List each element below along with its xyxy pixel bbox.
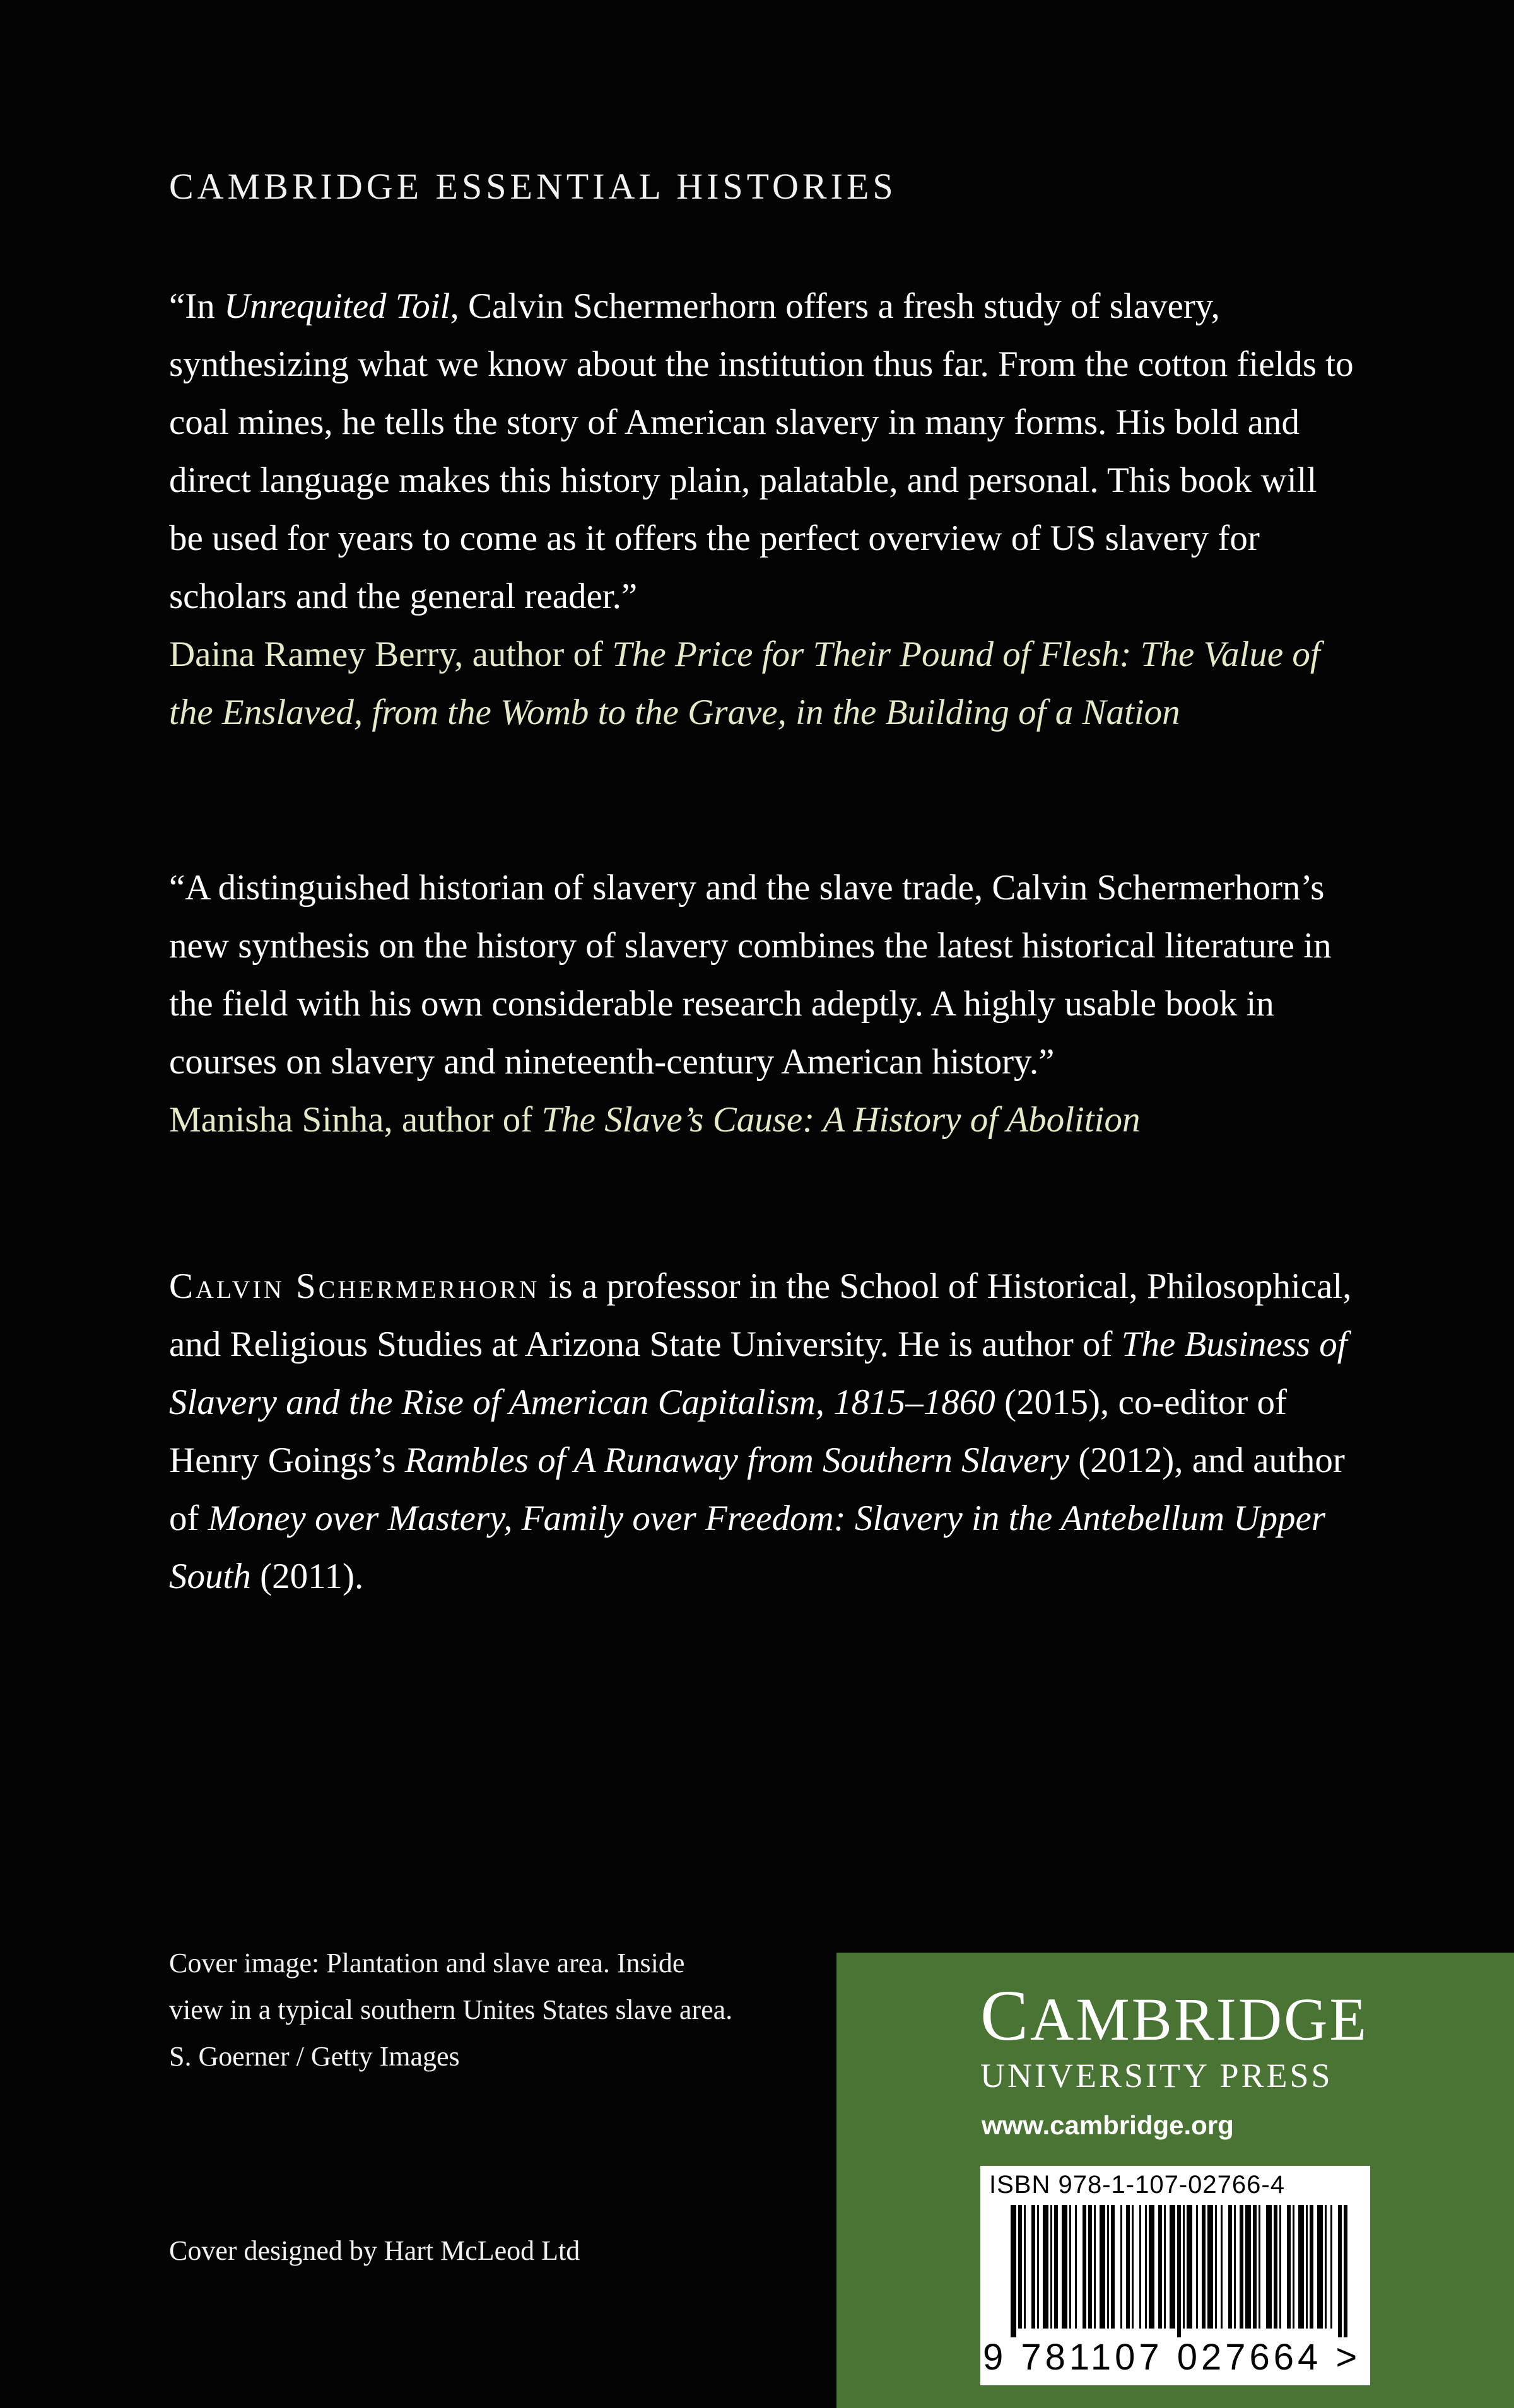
cover-image-line-2: view in a typical southern Unites States slave area. [169,1994,733,2025]
barcode-bar [1132,2205,1134,2329]
barcode-bar [1069,2205,1071,2329]
publisher-name [980,1974,1368,2057]
bio-text-4: (2011). [250,1557,364,1596]
barcode-bar [1228,2205,1232,2329]
publisher-url: www.cambridge.org [982,2110,1234,2140]
barcode-bar [1245,2205,1251,2329]
author-bio-text [169,1258,1355,1606]
publisher-panel [836,1953,1514,2408]
barcode-bar [1088,2205,1092,2329]
bio-book-1: The Business of Slavery and the Rise of American Capitalism, 1815–1860 [169,1324,1347,1422]
barcode-bar [1183,2205,1185,2329]
barcode-bar [1062,2205,1067,2329]
barcode-bar [1024,2205,1026,2329]
barcode-bar [1266,2205,1272,2329]
blurb-1-quote-open: “In [169,286,225,326]
blurb-2-credit-author: Manisha Sinha, author of [169,1100,542,1140]
barcode-bar [1344,2205,1347,2337]
author-bio [169,1258,1355,1606]
barcode-bar [1317,2205,1323,2329]
barcode-bar [1107,2205,1109,2329]
blurb-1-quote-rest: , Calvin Schermerhorn offers a fresh study of slavery, synthesizing what we know about the institution thus far. From the cotton fields to coal mines, he tells the story of American slavery in many forms. His bold and direct language makes this history plain, palatable, and personal. This book will be used for years to come as it offers the perfect overview of US slavery for scholars and the general reader.” [169,286,1354,616]
barcode-bar [1177,2205,1181,2337]
barcode-bar [1170,2205,1175,2329]
barcode-bar [1207,2205,1213,2329]
blurb-1-book-title: Unrequited Toil [224,286,450,326]
publisher-name-initial: C [980,1975,1031,2055]
barcode-bar [1215,2205,1217,2329]
barcode-bar [1158,2205,1162,2329]
barcode-bar [1083,2205,1086,2329]
barcode-bar [1145,2205,1147,2329]
barcode-bar [1293,2205,1294,2329]
barcode-bar [1011,2205,1016,2337]
barcode-bar [1253,2205,1257,2329]
bio-text-1: is a professor in the School of Historical, Philosophical, and Religious Studies at Arizona State University. He is author of [169,1266,1352,1364]
barcode-bar [1234,2205,1236,2329]
barcode-bar [1325,2205,1327,2329]
barcode-bar [1202,2205,1206,2329]
barcode-bar [1298,2205,1304,2329]
blurb-1-credit [169,626,1355,742]
barcode-bar [1330,2205,1332,2329]
barcode-bar [1310,2205,1313,2329]
barcode-bar [1100,2205,1105,2329]
barcode-bar [1338,2205,1342,2337]
bio-text-2: (2015), co-editor of Henry Goings’s [169,1382,1287,1480]
barcode-bar [1306,2205,1308,2329]
author-name: Calvin Schermerhorn [169,1266,540,1306]
blurb-1-quote [169,278,1355,626]
barcode-bar [1149,2205,1154,2329]
barcode-bar [1221,2205,1223,2329]
barcode-bar [1037,2205,1039,2329]
barcode-box [980,2166,1370,2385]
cover-image-line-3: S. Goerner / Getty Images [169,2041,460,2072]
barcode-bar [1287,2205,1291,2329]
blurb-1 [169,278,1355,742]
barcode-bar [1050,2205,1052,2329]
barcode-bar [1279,2205,1281,2329]
blurb-1-credit-title: The Price for Their Pound of Flesh: The Value of the Enslaved, from the Womb to the Grave, in the Building of a Nation [169,634,1320,732]
bio-book-2: Rambles of A Runaway from Southern Slavery [404,1441,1069,1480]
barcode-bar [1164,2205,1166,2329]
barcode-bar [1043,2205,1048,2329]
series-title: CAMBRIDGE ESSENTIAL HISTORIES [169,166,897,207]
ean-digits: 9 781107 027664 > [983,2337,1361,2378]
barcode-bar [1111,2205,1115,2329]
publisher-press: UNIVERSITY PRESS [980,2057,1333,2095]
barcode-bar [1240,2205,1243,2329]
blurb-2-quote: “A distinguished historian of slavery and the slave trade, Calvin Schermerhorn’s new synthesis on the history of slavery combines the latest historical literature in the field with his own considerable research adeptly. A highly usable book in courses on slavery and nineteenth-century American history.” [169,868,1332,1082]
barcode-bar [1187,2205,1192,2329]
barcode-bar [1094,2205,1096,2329]
bio-book-3: Money over Mastery, Family over Freedom: Slavery in the Antebellum Upper South [169,1499,1325,1596]
barcode-bar [1018,2205,1022,2329]
blurb-1-credit-author: Daina Ramey Berry, author of [169,634,613,674]
barcode-bar [1259,2205,1260,2329]
barcode-bar [1126,2205,1130,2329]
barcode-graphic [985,2205,1365,2337]
isbn-label: ISBN 978-1-107-02766-4 [989,2171,1285,2199]
barcode-bar [1139,2205,1141,2329]
bio-text-3: (2012), and author of [169,1441,1345,1538]
publisher-name-rest: AMBRIDGE [1030,1985,1369,2053]
blurb-2-credit-title: The Slave’s Cause: A History of Abolition [541,1100,1141,1140]
barcode-bar [1120,2205,1122,2329]
blurb-2-credit [169,1091,1355,1149]
barcode-bar [1054,2205,1058,2329]
blurb-2 [169,859,1355,1149]
cover-image-line-1: Cover image: Plantation and slave area. Inside [169,1948,685,1978]
barcode-bar [1274,2205,1277,2329]
barcode-bar [1075,2205,1077,2329]
barcode-bar [1196,2205,1198,2329]
barcode-bar [1031,2205,1035,2329]
cover-design-credit: Cover designed by Hart McLeod Ltd [169,2235,580,2266]
cover-image-credit [169,1940,732,2080]
